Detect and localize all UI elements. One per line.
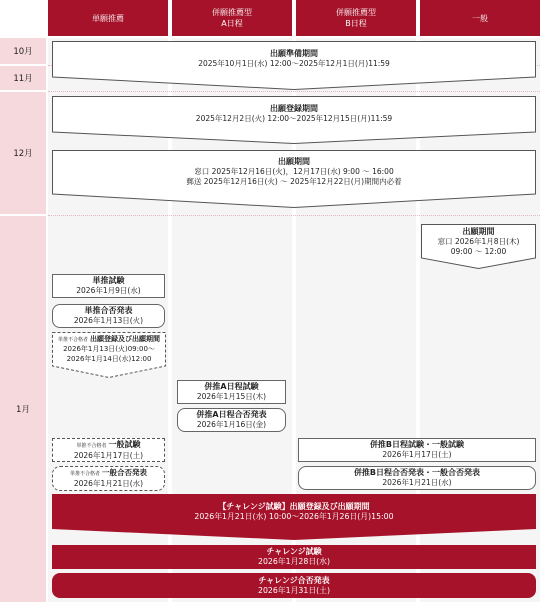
registration-dates: 2025年12月2日(火) 12:00～2025年12月15日(月)11:59 [195, 114, 393, 123]
a-exam [177, 380, 286, 404]
tan-fail-reg-title: 出願登録及び出願期間 [90, 334, 160, 343]
tan-result-title: 単推合否発表 [84, 306, 133, 315]
challenge-exam-date: 2026年1月28日(水) [258, 557, 330, 566]
prep-title: 出願準備期間 [270, 49, 318, 58]
header-col-general [420, 0, 540, 36]
prep-period [52, 41, 536, 77]
b-result-title: 併推B日程合否発表・一般合否発表 [353, 468, 481, 477]
month-november-label: 11月 [13, 74, 33, 84]
a-result [177, 408, 286, 432]
tan-fail-result-date: 2026年1月21日(水) [73, 479, 144, 488]
general-application-line2: 09:00 ～ 12:00 [450, 247, 507, 256]
header-col-tansen [48, 0, 168, 36]
tan-fail-reg-line1: 2026年1月13日(火)09:00～ [63, 345, 155, 354]
prep-dates: 2025年10月1日(水) 12:00～2025年12月1日(月)11:59 [198, 59, 390, 68]
b-result-date: 2026年1月21日(水) [382, 478, 452, 487]
tan-exam [52, 274, 165, 298]
month-november [0, 66, 46, 90]
header-col-b [296, 0, 416, 36]
challenge-result-title: チャレンジ合否発表 [258, 575, 330, 585]
header-col-a [172, 0, 292, 36]
month-december [0, 92, 46, 214]
b-exam [298, 438, 536, 462]
month-october [0, 38, 46, 64]
a-exam-date: 2026年1月15日(木) [196, 392, 267, 401]
tan-fail-exam-note: 単推不合格者 [76, 442, 107, 449]
header-col-tansen-label: 単願推薦 [92, 13, 124, 23]
challenge-exam-title: チャレンジ試験 [266, 547, 322, 556]
header-col-b-line1: 併願推薦型 [336, 8, 376, 17]
challenge-result [52, 573, 536, 598]
a-exam-title: 併推A日程試験 [204, 382, 259, 391]
challenge-result-date: 2026年1月31日(土) [258, 585, 330, 595]
a-result-date: 2026年1月16日(金) [196, 420, 267, 429]
b-exam-date: 2026年1月17日(土) [382, 450, 452, 459]
header-col-general-label: 一般 [472, 13, 488, 23]
general-application-line1: 窓口 2026年1月8日(木) [437, 237, 520, 246]
general-application-period [421, 224, 536, 260]
challenge-exam [52, 545, 536, 569]
application-title: 出願期間 [278, 157, 310, 166]
month-october-label: 10月 [13, 47, 33, 57]
tan-fail-exam-title: 一般試験 [108, 439, 141, 449]
tan-fail-result [52, 466, 165, 491]
general-application-title: 出願期間 [462, 227, 495, 236]
tan-fail-exam [52, 438, 165, 462]
header-col-a-line2: A日程 [221, 19, 243, 28]
challenge-reg-title: 【チャレンジ試験】出願登録及び出願期間 [218, 501, 370, 511]
separator-dec [48, 91, 540, 92]
challenge-registration [52, 494, 536, 529]
tan-exam-date: 2026年1月9日(水) [76, 286, 141, 295]
tan-result [52, 304, 165, 328]
registration-period [52, 96, 536, 132]
tan-result-date: 2026年1月13日(火) [73, 316, 144, 325]
header-col-b-line2: B日程 [345, 19, 367, 28]
tan-exam-title: 単推試験 [92, 276, 125, 285]
application-line2: 郵送 2025年12月16日(火) ～ 2025年12月22日(月)期間内必着 [186, 177, 402, 186]
tan-fail-result-note: 単推不合格者 [69, 471, 100, 477]
tan-fail-registration [52, 333, 166, 366]
tan-fail-result-title: 一般合否発表 [102, 468, 147, 477]
a-result-title: 併推A日程合否発表 [196, 410, 267, 419]
tan-fail-exam-date: 2026年1月17日(土) [73, 450, 144, 460]
month-january-label: 1月 [16, 405, 30, 415]
b-result [298, 466, 536, 490]
challenge-reg-dates: 2026年1月21日(水) 10:00～2026年1月26日(月)15:00 [194, 511, 394, 521]
month-december-label: 12月 [13, 149, 33, 159]
month-january [0, 216, 46, 602]
application-line1: 窓口 2025年12月16日(火)，12月17日(水) 9:00 ～ 16:00 [194, 167, 394, 176]
b-exam-title: 併推B日程試験・一般試験 [369, 440, 465, 449]
application-period [52, 150, 536, 194]
header-col-a-line1: 併願推薦型 [212, 8, 252, 17]
tan-fail-reg-note: 単推不合格者 [57, 336, 88, 343]
registration-title: 出願登録期間 [270, 104, 318, 113]
separator-jan [48, 215, 540, 216]
tan-fail-reg-line2: 2026年1月14日(水)12:00 [66, 354, 152, 363]
